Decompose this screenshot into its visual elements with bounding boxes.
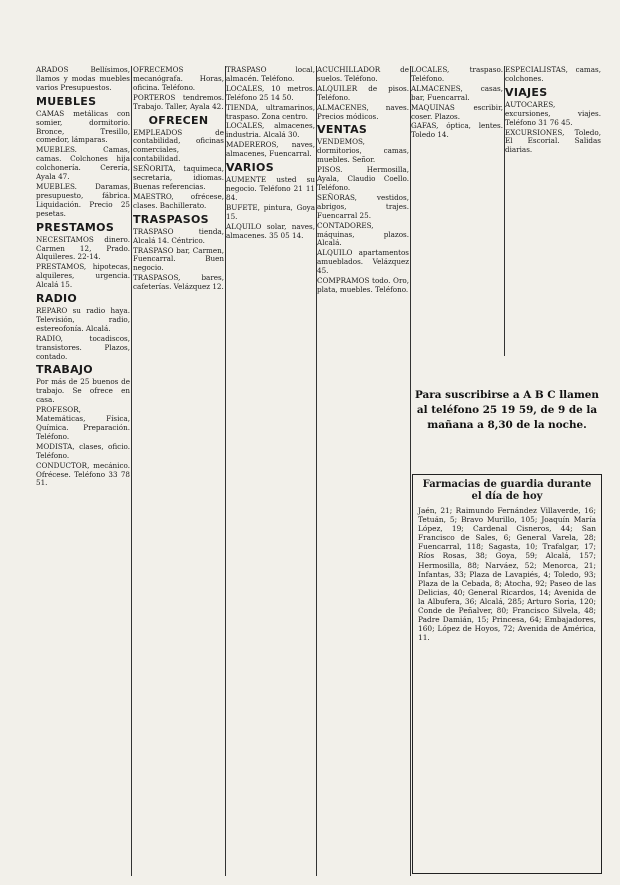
ad-text: AUMENTE usted su negocio. Teléfono 21 11 84. <box>226 175 315 202</box>
ad-text: EMPLEADOS de contabilidad, oficinas comerciales, contabilidad. <box>133 127 224 164</box>
classified-column-1 <box>36 66 130 876</box>
section-heading-ofrecen: OFRECEN <box>148 113 209 127</box>
ad-text: NECESITAMOS dinero. Carmen 12, Prado. Alquileres. 22-14. <box>36 234 130 262</box>
ad-text: TRASPASO bar, Carmen, Fuencarral. Buen negocio. <box>133 245 224 273</box>
ad-text: REPARO su radio haya. Televisión, radio, estereofonía. Alcalá. <box>36 306 130 333</box>
ad-text: PRESTAMOS, hipotecas, alquileres, urgencia. Alcalá 15. <box>36 262 130 290</box>
ad-text: ALQUILER de pisos. Teléfono. <box>317 83 409 102</box>
pharmacy-box <box>412 474 602 874</box>
ad-text: OFRECEMOS mecanógrafa. Horas, oficina. Teléfono. <box>133 66 224 92</box>
ad-text: TRASPASO tienda, Alcalá 14. Céntrico. <box>133 226 224 245</box>
classified-column-4 <box>317 66 409 876</box>
ad-text: VENDEMOS, dormitorios, camas, muebles. Señor. <box>317 137 409 165</box>
ad-text: PROFESOR, Matemáticas, Física, Química. Preparación. Teléfono. <box>36 405 130 441</box>
pharmacy-list: Jaén, 21; Raimundo Fernández Villaverde, 16; Tetuán, 5; Bravo Murillo, 105; Joaquín María López, 19; Cardenal Cisneros, 44; San Francisco de Sales, 6; General Varela, 28; Fuencarral, 118; Sagasta, 10; Trafalgar, 17; Ríos Rosas, 38; Goya, 59; Alcalá, 157; Hermosilla, 88; Narváez, 52; Menorca, 21; Infantas, 33; Plaza de Lavapiés, 4; Toledo, 93; Plaza de la Cebada, 8; Atocha, 92; Paseo de las Delicias, 40; General Ricardos, 14; Avenida de la Albufera, 36; Alcalá, 285; Arturo Soria, 120; Conde de Peñalver, 80; Francisco Silvela, 48; Padre Damián, 15; Princesa, 64; Embajadores, 160; López de Hoyos, 72; Avenida de América, 11. <box>418 506 596 643</box>
ad-text: Por más de 25 buenos de trabajo. Se ofrece en casa. <box>36 377 130 405</box>
ad-text: CAMAS metálicas con somier, dormitorio. Bronce, Tresillo, comedor, lámparas. <box>36 108 130 145</box>
ad-text: MUEBLES. Camas, camas. Colchones hija colchonería. Cerería, Ayala 47. <box>36 145 130 182</box>
ad-text: MAESTRO, ofrécese, clases. Bachillerato. <box>133 191 224 210</box>
ad-text: MADEREROS, naves, almacenes, Fuencarral. <box>226 140 315 159</box>
ad-text: MAQUINAS escribir, coser. Plazos. <box>411 102 503 121</box>
classified-column-2 <box>133 66 224 876</box>
column-rule <box>504 66 505 356</box>
section-heading-ventas: VENTAS <box>317 123 368 137</box>
ad-text: SEÑORITA, taquimeca, secretaria, idiomas. Buenas referencias. <box>133 164 224 191</box>
column-rule <box>131 66 132 876</box>
classified-column-5 <box>411 66 503 352</box>
ad-text: TIENDA, ultramarinos, traspaso. Zona centro. <box>226 102 315 121</box>
ad-text: CONDUCTOR, mecánico. Ofrécese. Teléfono 33 78 51. <box>36 460 130 488</box>
ad-text: CONTADORES, máquinas, plazos. Alcalá. <box>317 220 409 248</box>
ad-text: BUFETE, pintura, Goya 15. <box>226 202 315 221</box>
ad-text: ACUCHILLADOR de suelos. Teléfono. <box>317 66 409 83</box>
ad-text: PISOS. Hermosilla, Ayala, Claudio Coello. Teléfono. <box>317 165 409 192</box>
ad-text: RADIO, tocadiscos, transistores. Plazos, contado. <box>36 333 130 361</box>
classified-column-3 <box>226 66 315 876</box>
section-heading-varios: VARIOS <box>226 161 274 175</box>
ad-text: PORTEROS tendremos. Trabajo. Taller, Ayala 42. <box>133 92 224 111</box>
column-rule <box>316 66 317 876</box>
ad-text: ARADOS Bellísimos, llamos y modas muebles varios Presupuestos. <box>36 66 130 92</box>
subscription-notice: Para suscribirse a A B C llamen al teléfono 25 19 59, de 9 de la mañana a 8,30 de la noche. <box>415 389 599 431</box>
ad-text: ALQUILO apartamentos amueblados. Velázquez 45. <box>317 248 409 276</box>
column-rule <box>410 66 411 876</box>
ad-text: LOCALES, 10 metros. Teléfono 25 14 50. <box>226 83 315 102</box>
section-heading-traspasos: TRASPASOS <box>133 212 209 226</box>
ad-text: AUTOCARES, excursiones, viajes. Teléfono 31 76 45. <box>505 99 601 127</box>
ad-text: ALMACENES, casas, bar, Fuencarral. <box>411 83 503 102</box>
ad-text: MUEBLES. Daramas, presupuesto, fábrica. Liquidación. Precio 25 pesetas. <box>36 181 130 218</box>
ad-text: ALQUILO solar, naves, almacenes. 35 05 14. <box>226 221 315 240</box>
section-heading-muebles: MUEBLES <box>36 94 97 108</box>
ad-text: EXCURSIONES, Toledo, El Escorial. Salidas diarias. <box>505 127 601 155</box>
pharmacy-title: Farmacias de guardia durante el día de hoy <box>422 479 592 502</box>
ad-text: GAFAS, óptica, lentes. Toledo 14. <box>411 121 503 140</box>
classified-column-6 <box>505 66 601 352</box>
ad-text: SEÑORAS, vestidos, abrigos, trajes. Fuencarral 25. <box>317 192 409 220</box>
ad-text: TRASPASOS, bares, cafeterías. Velázquez 12. <box>133 273 224 292</box>
ad-text: COMPRAMOS todo. Oro, plata, muebles. Teléfono. <box>317 276 409 294</box>
ad-text: ESPECIALISTAS, camas, colchones. <box>505 66 601 83</box>
ad-text: ALMACENES, naves. Precios módicos. <box>317 102 409 121</box>
ad-text: TRASPASO local, almacén. Teléfono. <box>226 66 315 83</box>
section-heading-trabajo: TRABAJO <box>36 363 93 377</box>
ad-text: LOCALES, traspaso. Teléfono. <box>411 66 503 83</box>
ad-text: MODISTA, clases, oficio. Teléfono. <box>36 441 130 460</box>
ad-text: LOCALES, almacenes, industria. Alcalá 30. <box>226 121 315 140</box>
column-rule <box>225 66 226 876</box>
section-heading-radio: RADIO <box>36 292 78 306</box>
section-heading-viajes: VIAJES <box>505 85 548 99</box>
section-heading-prestamos: PRESTAMOS <box>36 220 115 234</box>
